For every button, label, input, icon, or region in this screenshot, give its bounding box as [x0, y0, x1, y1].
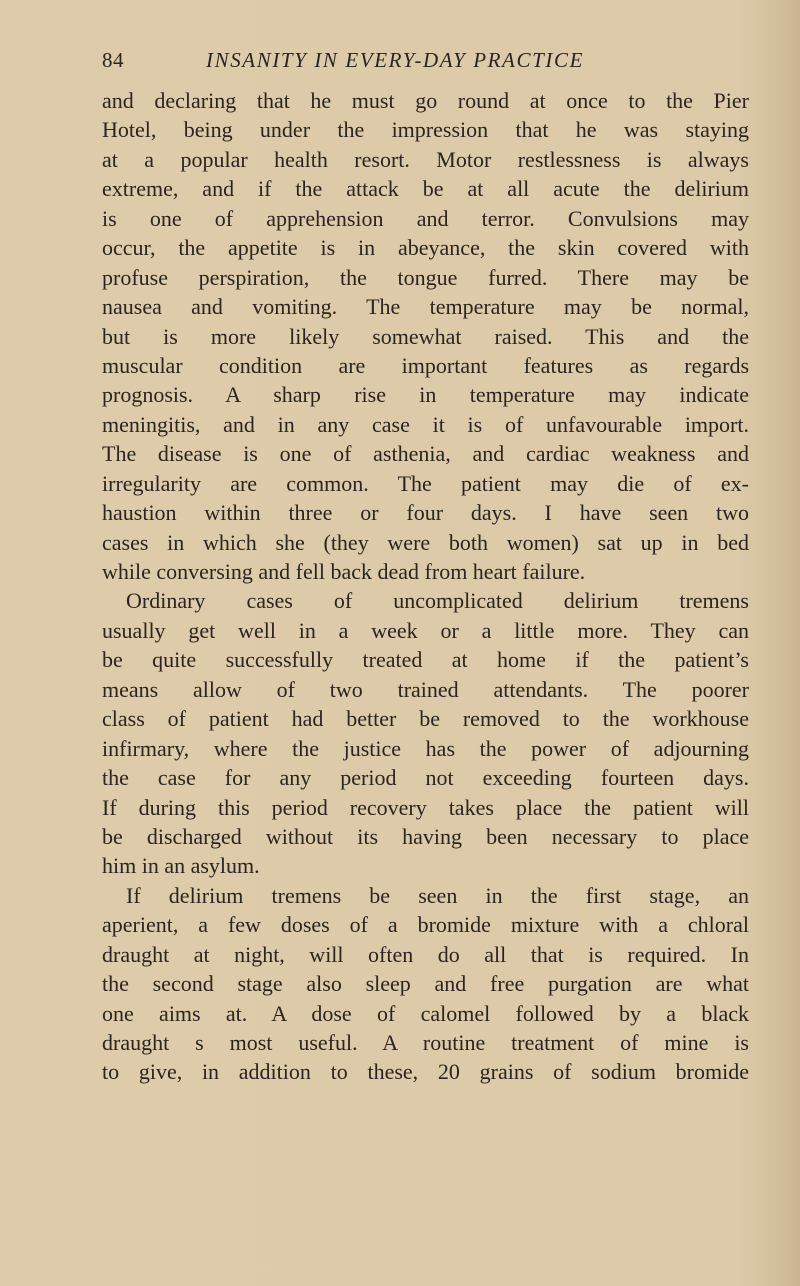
text-line: draught s most useful. A routine treatment of mine is — [102, 1030, 749, 1055]
text-line: cases in which she (they were both women) sat up in bed — [102, 529, 749, 555]
text-line: to give, in addition to these, 20 grains of sodium bromide — [102, 1059, 749, 1085]
text-line: Hotel, being under the impression that he was staying — [102, 117, 749, 143]
text-line: aperient, a few doses of a bromide mixture with a chloral — [102, 912, 749, 938]
text-line: nausea and vomiting. The temperature may be normal, — [102, 294, 749, 320]
paragraph-end-line: him in an asylum. — [102, 853, 260, 879]
paragraph-end-line: while conversing and fell back dead from heart failure. — [102, 559, 586, 584]
text-line: irregularity are common. The patient may die of ex- — [102, 470, 749, 496]
text-line: profuse perspiration, the tongue furred. There may be — [102, 264, 749, 290]
text-line: If during this period recovery takes place the patient will — [102, 794, 749, 820]
text-line: the second stage also sleep and free purgation are what — [102, 971, 749, 997]
text-line: be quite successfully treated at home if the patient’s — [102, 647, 749, 673]
text-line: usually get well in a week or a little more. They can — [102, 617, 749, 643]
body-text — [102, 86, 749, 1087]
text-line: is one of apprehension and terror. Convulsions may — [102, 205, 749, 231]
text-line: but is more likely somewhat raised. This and the — [102, 323, 749, 349]
text-line: at a popular health resort. Motor restlessness is always — [102, 146, 749, 172]
text-line: extreme, and if the attack be at all acute the delirium — [102, 176, 749, 202]
running-head — [102, 48, 750, 78]
text-line: occur, the appetite is in abeyance, the skin covered with — [102, 235, 749, 261]
text-line: meningitis, and in any case it is of unfavourable import. — [102, 411, 749, 437]
paragraph-start-line: Ordinary cases of uncomplicated delirium tremens — [126, 588, 749, 614]
text-line: draught at night, will often do all that is required. In — [102, 941, 749, 967]
text-line: and declaring that he must go round at once to the Pier — [102, 88, 749, 113]
page-number: 84 — [102, 48, 124, 72]
text-line: be discharged without its having been necessary to place — [102, 823, 749, 849]
text-line: one aims at. A dose of calomel followed by a black — [102, 1000, 749, 1026]
paragraph-start-line: If delirium tremens be seen in the first stage, an — [126, 882, 749, 908]
text-line: class of patient had better be removed to the workhouse — [102, 706, 749, 732]
text-line: means allow of two trained attendants. The poorer — [102, 676, 749, 702]
running-title: INSANITY IN EVERY-DAY PRACTICE — [206, 48, 584, 72]
text-line: muscular condition are important features as regards — [102, 352, 749, 378]
text-line: infirmary, where the justice has the power of adjourning — [102, 735, 749, 761]
text-line: The disease is one of asthenia, and cardiac weakness and — [102, 441, 749, 467]
text-line: haustion within three or four days. I have seen two — [102, 500, 749, 526]
text-line: the case for any period not exceeding fourteen days. — [102, 765, 749, 791]
text-line: prognosis. A sharp rise in temperature may indicate — [102, 382, 749, 408]
